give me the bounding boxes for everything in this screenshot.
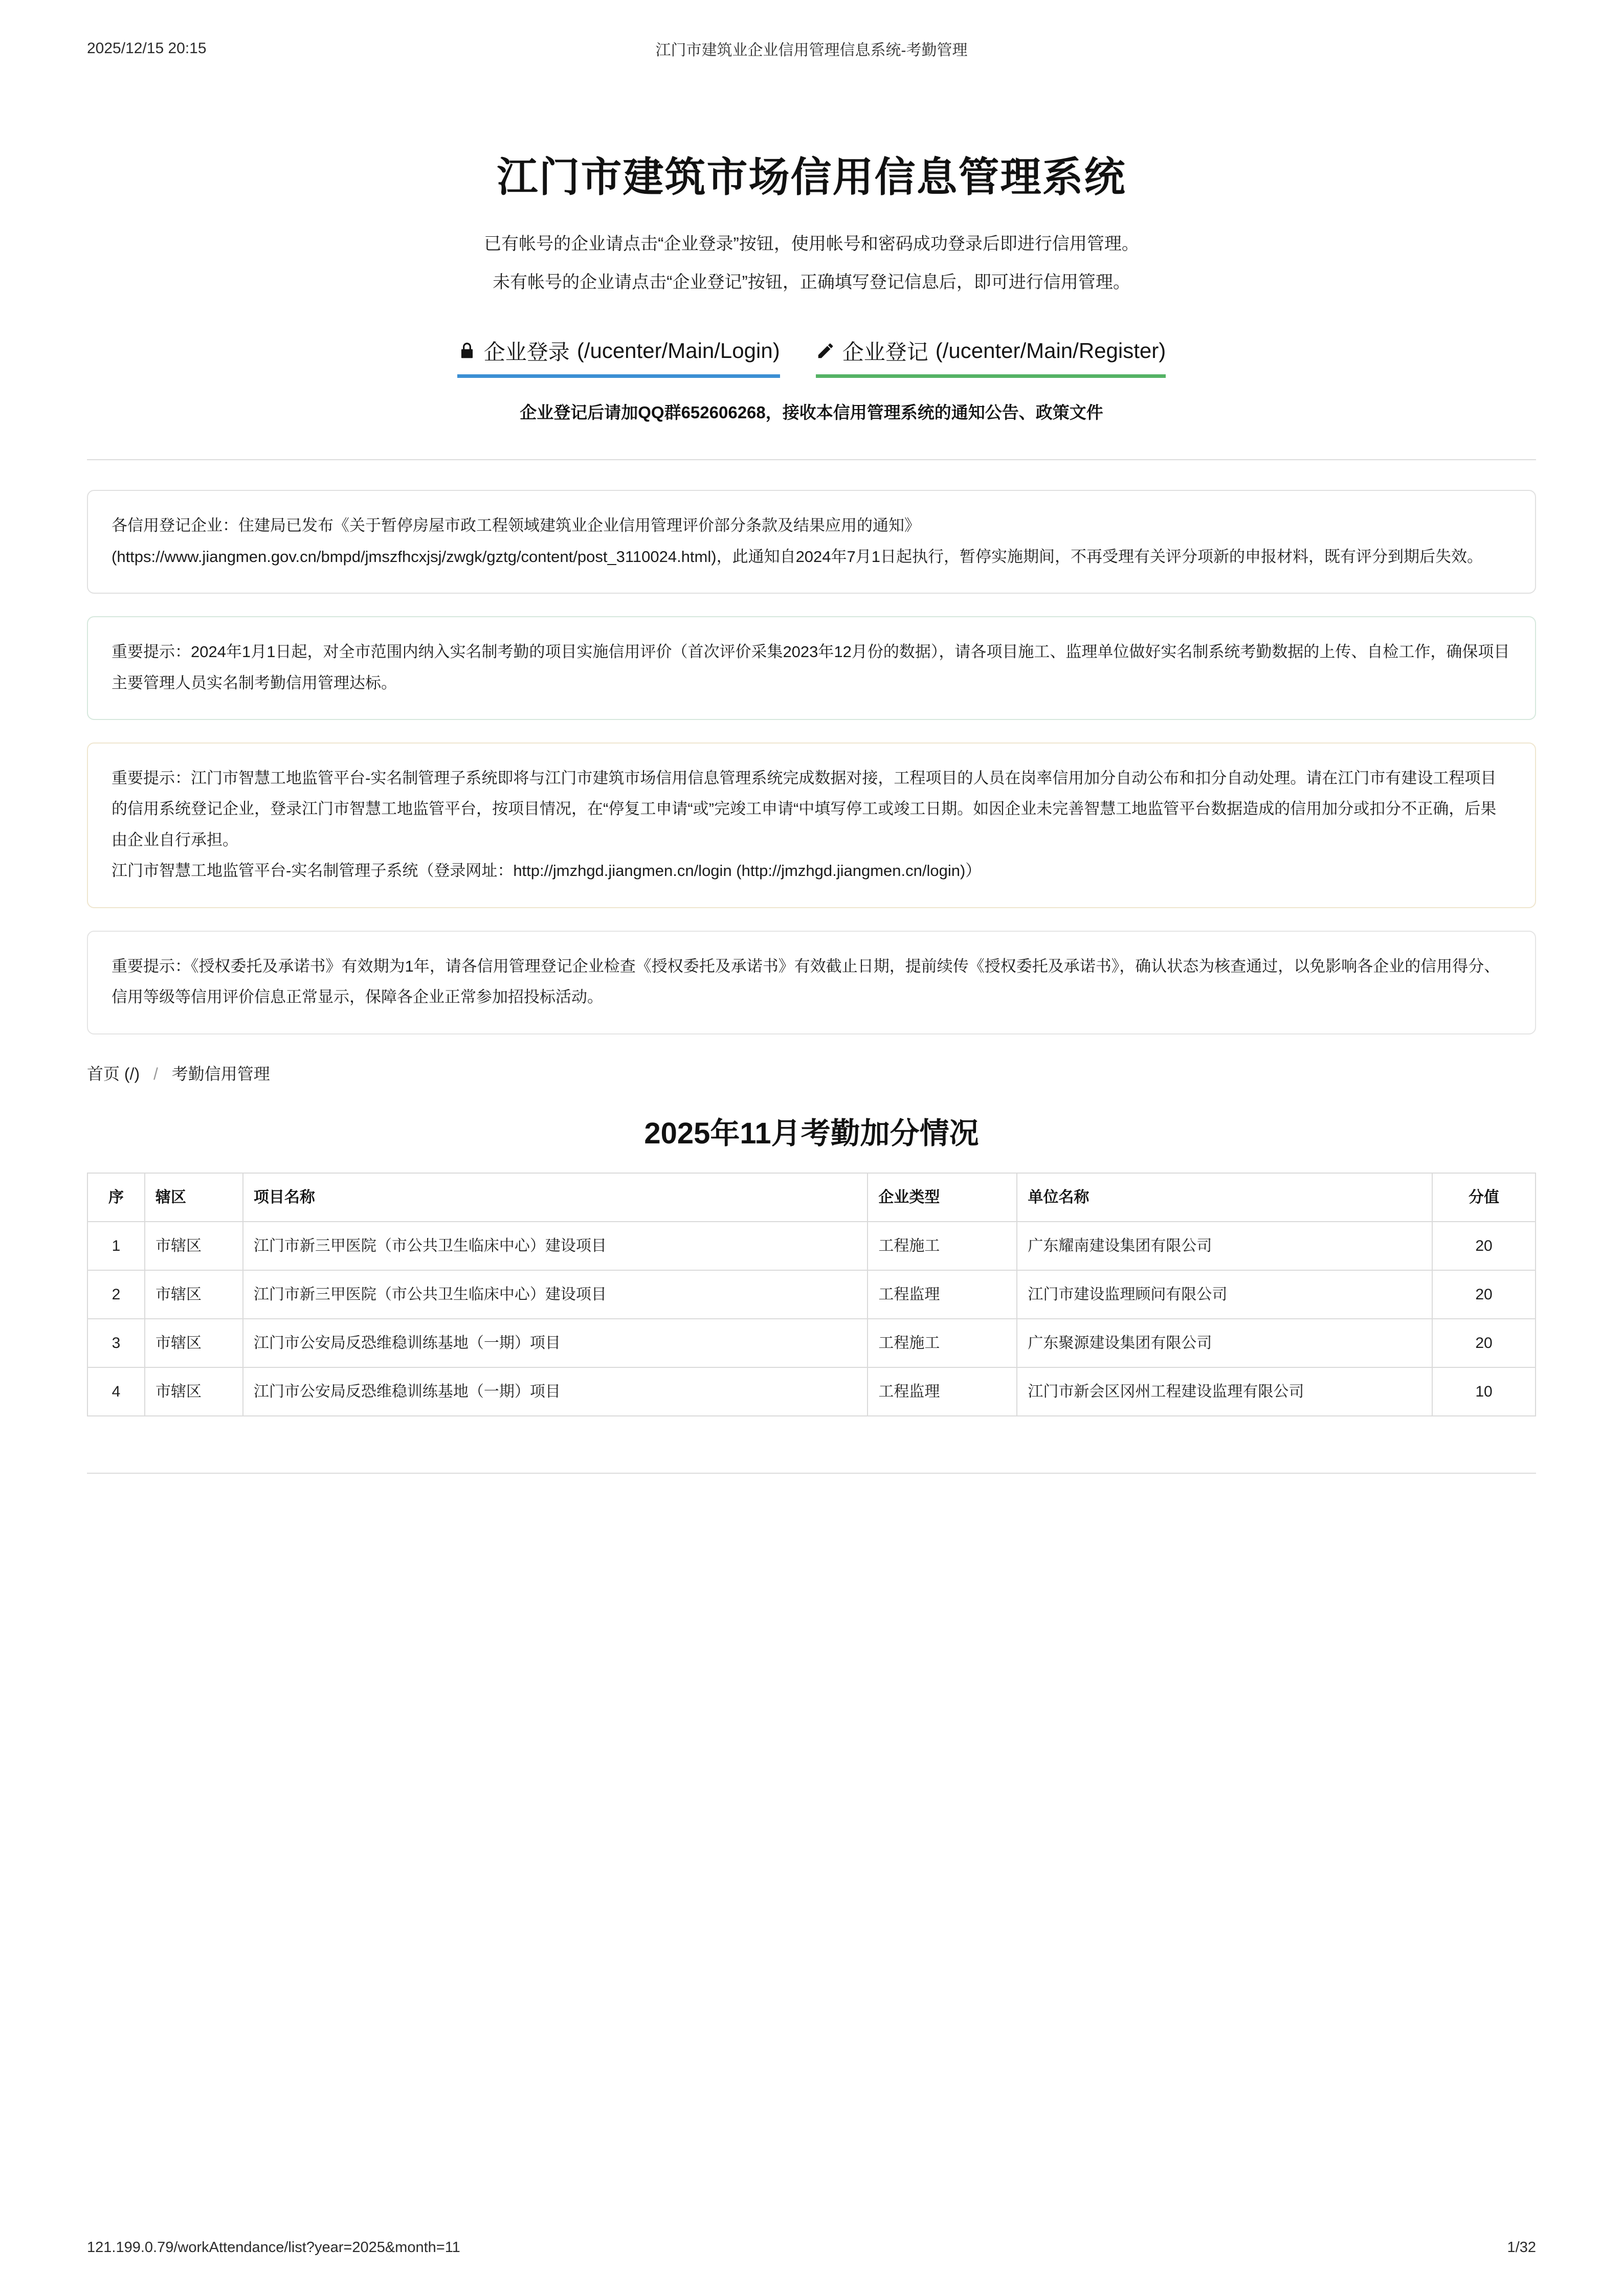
- table-body: [87, 1222, 1536, 1416]
- footer-page-number: 1/32: [1507, 2239, 1536, 2256]
- cell-index: 2: [87, 1270, 145, 1319]
- cell-type: 工程监理: [868, 1270, 1017, 1319]
- print-footer: [87, 2239, 1536, 2256]
- table-row: [87, 1222, 1536, 1270]
- cell-type: 工程施工: [868, 1319, 1017, 1367]
- cell-project: 江门市新三甲医院（市公共卫生临床中心）建设项目: [243, 1222, 868, 1270]
- col-header-area: 辖区: [145, 1173, 243, 1222]
- notice-attendance-text: 重要提示：2024年1月1日起，对全市范围内纳入实名制考勤的项目实施信用评价（首次评价采集2023年12月份的数据），请各项目施工、监理单位做好实名制系统考勤数据的上传、自检工作，确保项目主要管理人员实名制考勤信用管理达标。: [112, 643, 1510, 692]
- table-row: [87, 1367, 1536, 1416]
- print-header: [87, 0, 1536, 57]
- table-row: [87, 1319, 1536, 1367]
- cell-area: 市辖区: [145, 1319, 243, 1367]
- cell-area: 市辖区: [145, 1222, 243, 1270]
- footer-divider: [87, 1473, 1536, 1474]
- cell-score: 20: [1432, 1222, 1536, 1270]
- table-header-row: [87, 1173, 1536, 1222]
- notice-authorization-text: 重要提示：《授权委托及承诺书》有效期为1年，请各信用管理登记企业检查《授权委托及承诺书》有效截止日期，提前续传《授权委托及承诺书》，确认状态为核查通过，以免影响各企业的信用得分、信用等级等信用评价信息正常显示，保障各企业正常参加招投标活动。: [112, 957, 1500, 1006]
- print-timestamp: 2025/12/15 20:15: [87, 40, 207, 57]
- pencil-icon: [816, 341, 835, 361]
- cell-area: 市辖区: [145, 1270, 243, 1319]
- intro-text: [87, 228, 1536, 299]
- cell-unit: 广东耀南建设集团有限公司: [1017, 1222, 1432, 1270]
- lock-icon: [457, 341, 477, 361]
- intro-line-1: 已有帐号的企业请点击“企业登录”按钮，使用帐号和密码成功登录后即进行信用管理。: [484, 234, 1139, 254]
- notice-smart-site: [87, 742, 1536, 908]
- notice-authorization: [87, 931, 1536, 1034]
- attendance-table: [87, 1173, 1536, 1416]
- notice-attendance: [87, 616, 1536, 720]
- notice-policy: [87, 490, 1536, 594]
- cell-area: 市辖区: [145, 1367, 243, 1416]
- enterprise-register-url: (/ucenter/Main/Register): [935, 339, 1166, 363]
- cell-score: 20: [1432, 1270, 1536, 1319]
- footer-url: 121.199.0.79/workAttendance/list?year=2025&month=11: [87, 2239, 460, 2256]
- col-header-type: 企业类型: [868, 1173, 1017, 1222]
- cell-type: 工程施工: [868, 1222, 1017, 1270]
- table-row: [87, 1270, 1536, 1319]
- table-title: 2025年11月考勤加分情况: [644, 1116, 979, 1150]
- cell-unit: 江门市新会区冈州工程建设监理有限公司: [1017, 1367, 1432, 1416]
- cell-project: 江门市新三甲医院（市公共卫生临床中心）建设项目: [243, 1270, 868, 1319]
- print-doc-title: 江门市建筑业企业信用管理信息系统-考勤管理: [655, 42, 968, 59]
- breadcrumb: [87, 1061, 1536, 1085]
- notice-policy-text: 各信用登记企业：住建局已发布《关于暂停房屋市政工程领域建筑业企业信用管理评价部分条款及结果应用的通知》(https://www.jiangmen.gov.cn/bmpd/jmszfhcxjsj/zwgk/gztg/content/post_3110024.html)，此通知自2024年7月1日起执行，暂停实施期间，不再受理有关评分项新的申报材料，既有评分到期后失效。: [112, 516, 1483, 566]
- qq-group-note: 企业登记后请加QQ群652606268，接收本信用管理系统的通知公告、政策文件: [520, 403, 1103, 422]
- cell-score: 10: [1432, 1367, 1536, 1416]
- enterprise-login-link[interactable]: [457, 335, 780, 378]
- breadcrumb-home[interactable]: 首页 (/): [87, 1064, 140, 1083]
- header-divider: [87, 459, 1536, 460]
- col-header-project: 项目名称: [243, 1173, 868, 1222]
- cell-project: 江门市公安局反恐维稳训练基地（一期）项目: [243, 1319, 868, 1367]
- breadcrumb-current: 考勤信用管理: [171, 1064, 270, 1083]
- enterprise-login-label: 企业登录: [483, 340, 570, 365]
- cell-project: 江门市公安局反恐维稳训练基地（一期）项目: [243, 1367, 868, 1416]
- enterprise-register-label: 企业登记: [842, 340, 928, 365]
- page-title: 江门市建筑市场信用信息管理系统: [497, 154, 1126, 200]
- notice-list: [87, 490, 1536, 1034]
- cell-index: 4: [87, 1367, 145, 1416]
- cell-unit: 广东聚源建设集团有限公司: [1017, 1319, 1432, 1367]
- col-header-unit: 单位名称: [1017, 1173, 1432, 1222]
- cell-index: 3: [87, 1319, 145, 1367]
- cell-type: 工程监理: [868, 1367, 1017, 1416]
- cell-index: 1: [87, 1222, 145, 1270]
- table-head: [87, 1173, 1536, 1222]
- notice-smart-site-text: 重要提示：江门市智慧工地监管平台-实名制管理子系统即将与江门市建筑市场信用信息管理系统完成数据对接，工程项目的人员在岗率信用加分自动公布和扣分自动处理。请在江门市有建设工程项目的信用系统登记企业，登录江门市智慧工地监管平台，按项目情况，在“停复工申请“或”完竣工申请“中填写停工或竣工日期。如因企业未完善智慧工地监管平台数据造成的信用加分或扣分不正确，后果由企业自行承担。: [112, 769, 1497, 849]
- enterprise-login-url: (/ucenter/Main/Login): [576, 339, 780, 363]
- cell-unit: 江门市建设监理顾问有限公司: [1017, 1270, 1432, 1319]
- enterprise-register-link[interactable]: [816, 335, 1166, 378]
- intro-line-2: 未有帐号的企业请点击“企业登记”按钮，正确填写登记信息后，即可进行信用管理。: [493, 272, 1130, 292]
- col-header-index: 序: [87, 1173, 145, 1222]
- cell-score: 20: [1432, 1319, 1536, 1367]
- notice-smart-site-url: 江门市智慧工地监管平台-实名制管理子系统（登录网址：http://jmzhgd.jiangmen.cn/login (http://jmzhgd.jiangmen.cn/login)）: [112, 862, 982, 880]
- breadcrumb-separator: /: [153, 1064, 158, 1083]
- col-header-score: 分值: [1432, 1173, 1536, 1222]
- auth-buttons: [87, 335, 1536, 378]
